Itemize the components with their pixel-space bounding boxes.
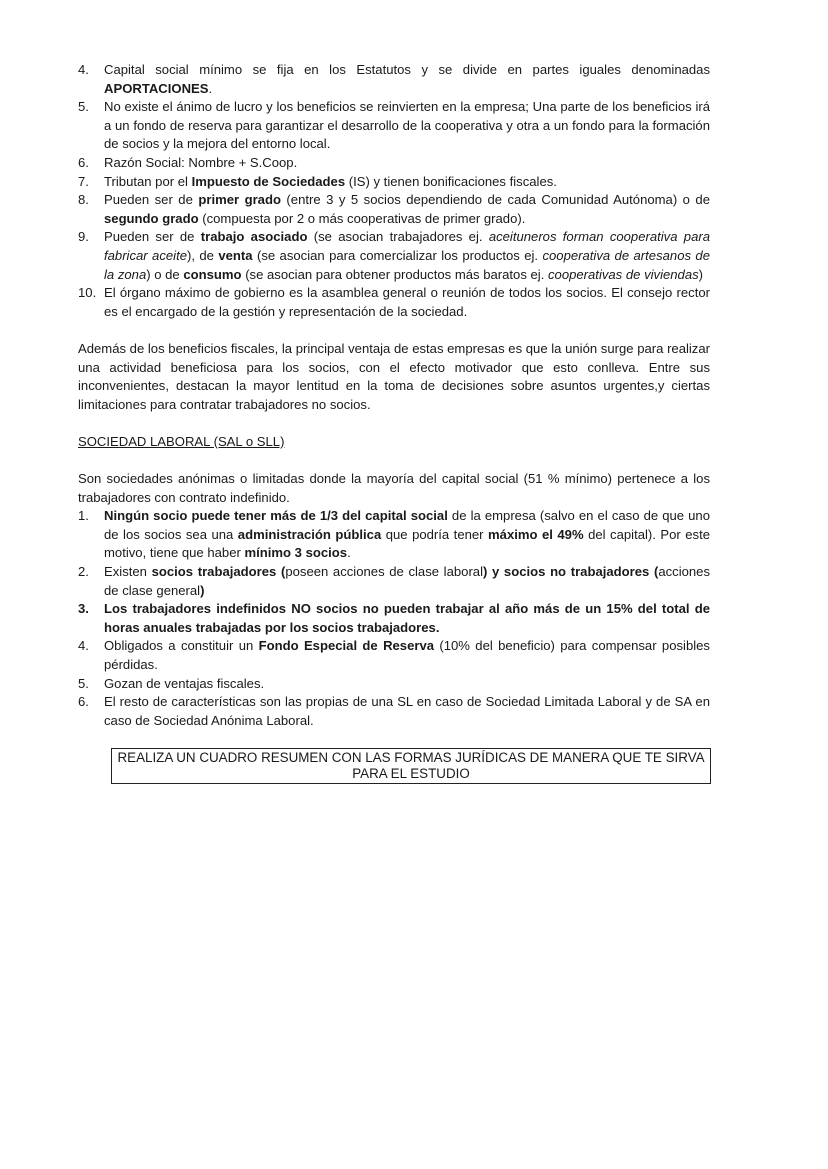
list-item-text: (se asocian para obtener productos más baratos ej. <box>241 266 548 282</box>
list-item <box>78 154 710 173</box>
list-item <box>78 637 710 674</box>
advantages-paragraph: Además de los beneficios fiscales, la principal ventaja de estas empresas es que la unión surge para realizar una actividad beneficiosa para los socios, con el efecto motivador que esto conlleva. Entre sus inconvenientes, destacan la mayor lentitud en la toma de decisiones sobre asuntos urgentes,y ciertas limitaciones para contratar trabajadores no socios. <box>78 340 710 412</box>
list-item-text: (entre 3 y 5 socios dependiendo de cada Comunidad Autónoma) o de <box>280 192 710 208</box>
list-item-text: ) o de <box>146 266 184 282</box>
list-item <box>78 563 710 600</box>
section-heading-sociedad-laboral: SOCIEDAD LABORAL (SAL o SLL) <box>78 433 285 449</box>
list-item-text: de la empresa (salvo en el caso de que uno de los socios sea una <box>104 508 710 542</box>
list-item-text: poseen acciones de clase laboral <box>285 564 483 580</box>
list-item-text: primer grado <box>198 192 281 208</box>
list-item-text: del capital). Por este motivo, tiene que haber <box>104 526 710 561</box>
list-item-number: 6. <box>78 694 89 710</box>
list-item-text: segundo grado <box>104 210 199 226</box>
list-item-number: 7. <box>78 173 89 189</box>
list-item-number: 4. <box>78 62 89 77</box>
cooperative-features-list <box>78 61 710 321</box>
list-item-text: No existe el ánimo de lucro y los beneficios se reinvierten en la empresa; Una parte de los beneficios irá a un fondo de reserva para garantizar el desarrollo de la cooperativa y otra a un fondo para la formación de socios y la mejora del entorno local. <box>104 99 710 152</box>
list-item-text: El resto de características son las propias de una SL en caso de Sociedad Limitada Laboral y de SA en caso de Sociedad Anónima Laboral. <box>104 694 710 728</box>
list-item-text: venta <box>218 247 253 263</box>
list-item-text: ) y socios no trabajadores ( <box>483 564 659 580</box>
list-item-number: 5. <box>78 99 89 115</box>
list-item-text: Pueden ser de <box>104 192 199 208</box>
list-item-number: 4. <box>78 638 89 654</box>
list-item-text: (se asocian para comercializar los productos ej. <box>252 247 543 263</box>
list-item <box>78 284 710 321</box>
list-item-text: cooperativa de artesanos de la zona <box>104 247 710 282</box>
list-item-text: Ningún socio puede tener más de 1/3 del capital social <box>104 508 448 524</box>
document-content <box>78 61 710 784</box>
list-item-text: aceituneros forman cooperativa para fabricar aceite <box>104 229 711 263</box>
list-item-number: 2. <box>78 564 89 580</box>
list-item-text: máximo el 49% <box>488 526 584 542</box>
list-item-text: Gozan de ventajas fiscales. <box>104 675 265 691</box>
list-item-text: trabajo asociado <box>200 229 308 245</box>
list-item-number: 6. <box>78 154 89 170</box>
list-item-number: 5. <box>78 675 89 691</box>
list-item-text: Obligados a constituir un <box>104 638 259 654</box>
list-item-text: acciones de clase general <box>104 564 710 598</box>
list-item-text: Pueden ser de <box>104 229 201 245</box>
list-item-text: APORTACIONES <box>104 80 209 96</box>
list-item <box>78 228 710 284</box>
list-item <box>78 98 710 154</box>
list-item-text: Existen <box>104 564 152 580</box>
list-item-text: ) <box>200 582 205 598</box>
list-item-text: (compuesta por 2 o más cooperativas de primer grado). <box>198 210 526 226</box>
list-item <box>78 675 710 694</box>
list-item-text: . <box>208 80 213 96</box>
list-item-text: ) <box>698 266 704 282</box>
list-item <box>78 191 710 228</box>
list-item-text: El órgano máximo de gobierno es la asamblea general o reunión de todos los socios. El consejo rector es el encargado de la gestión y representación de la sociedad. <box>104 285 710 319</box>
list-item-text: Capital social mínimo se fija en los Estatutos y se divide en partes iguales denominadas <box>104 62 710 77</box>
list-item-text: . <box>347 545 351 561</box>
laboral-intro-paragraph: Son sociedades anónimas o limitadas donde la mayoría del capital social (51 % mínimo) pertenece a los trabajadores con contrato indefinido. <box>78 471 710 505</box>
list-item-text: mínimo 3 socios <box>244 545 348 561</box>
list-item-text: cooperativas de viviendas <box>547 266 699 282</box>
list-item-text: Tributan por el <box>104 173 192 189</box>
list-item-number: 10. <box>78 285 97 301</box>
list-item-text: Los trabajadores indefinidos NO socios no pueden trabajar al año más de un 15% del total de horas anuales trabajadas por los socios trabajadores. <box>104 601 710 635</box>
list-item-number: 1. <box>78 508 89 524</box>
list-item-number: 8. <box>78 192 89 208</box>
list-item-text: Fondo Especial de Reserva <box>258 638 435 654</box>
list-item-text: Razón Social: Nombre + S.Coop. <box>104 154 298 170</box>
task-instruction-box: REALIZA UN CUADRO RESUMEN CON LAS FORMAS JURÍDICAS DE MANERA QUE TE SIRVA PARA EL ESTUDIO <box>111 748 711 784</box>
list-item-text: Impuesto de Sociedades <box>191 173 346 189</box>
list-item <box>78 173 710 192</box>
list-item-number: 3. <box>78 601 89 617</box>
list-item-text: (10% del beneficio) para compensar posibles pérdidas. <box>104 638 710 672</box>
list-item-text: administración pública <box>237 526 382 542</box>
list-item-text: ), de <box>187 247 219 263</box>
list-item-text: (IS) y tienen bonificaciones fiscales. <box>345 173 557 189</box>
list-item-text: (se asocian trabajadores ej. <box>307 229 489 245</box>
list-item <box>78 600 710 637</box>
list-item-number: 9. <box>78 229 89 245</box>
list-item <box>78 693 710 730</box>
sociedad-laboral-features-list <box>78 507 710 730</box>
list-item-text: que podría tener <box>381 526 489 542</box>
list-item <box>78 61 710 98</box>
list-item-text: consumo <box>183 266 242 282</box>
list-item-text: socios trabajadores ( <box>151 564 286 580</box>
list-item <box>78 507 710 563</box>
